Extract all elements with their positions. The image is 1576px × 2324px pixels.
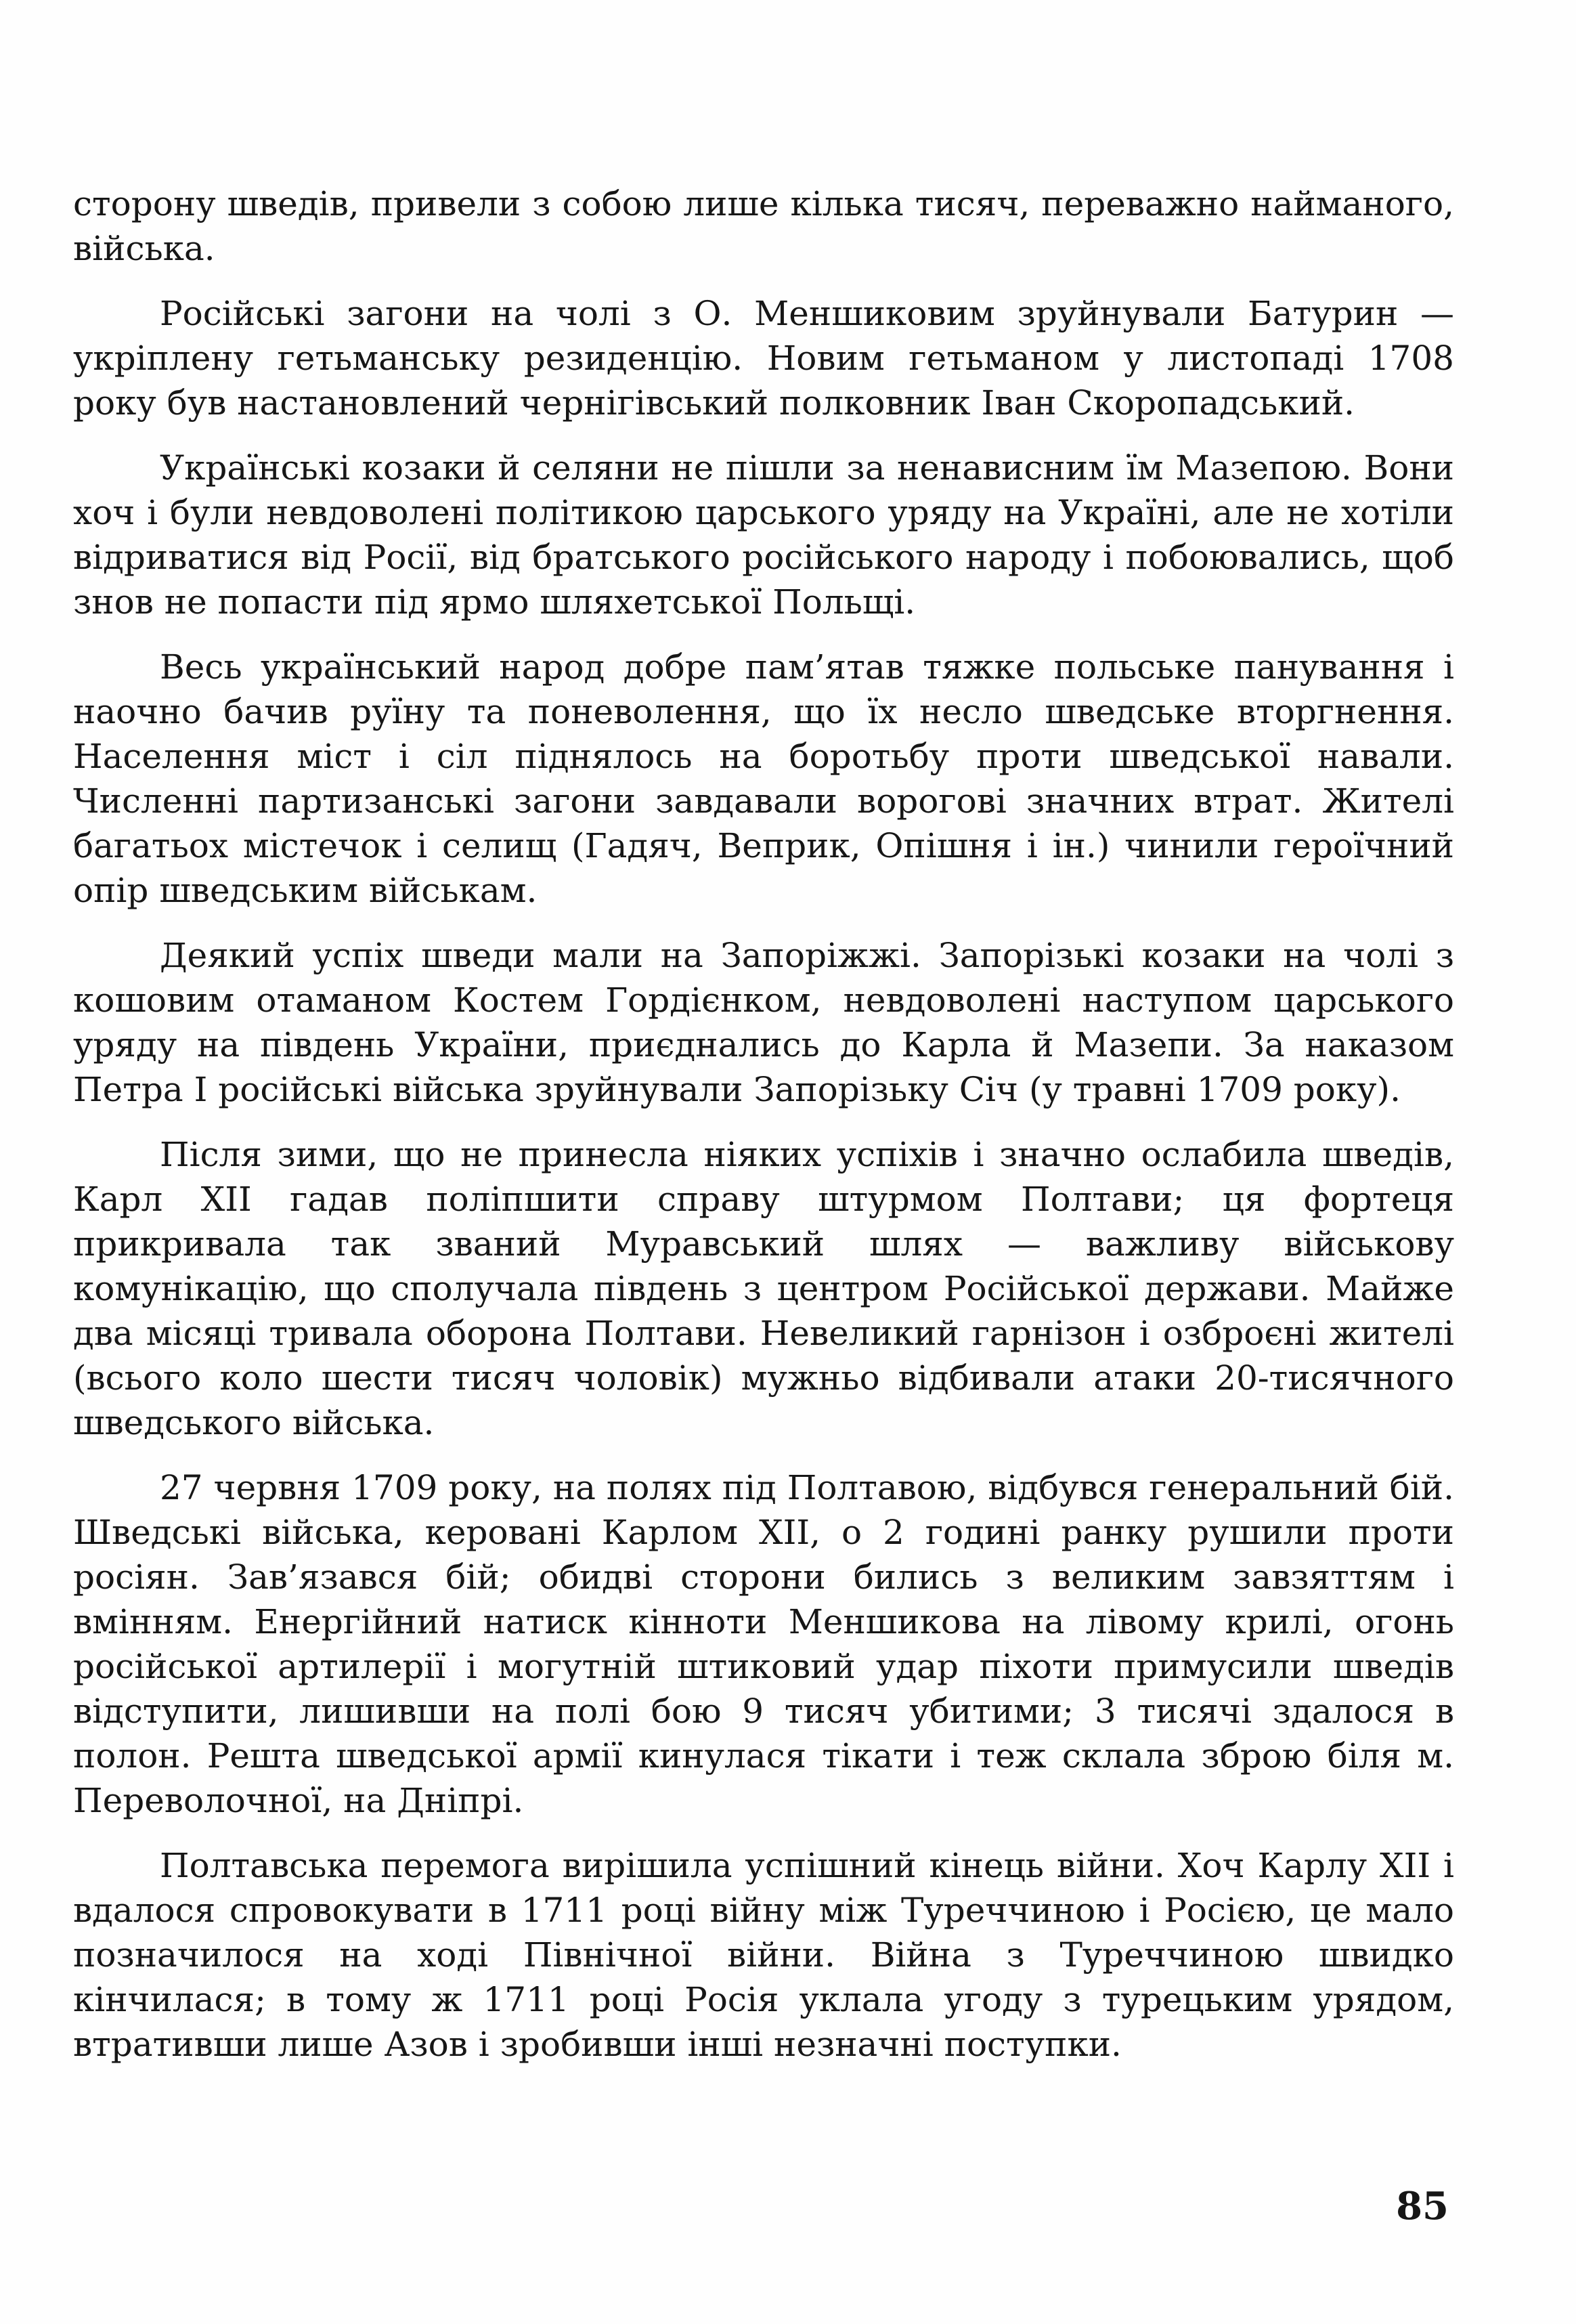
paragraph-8: Полтавська перемога вирішила успішний кінець війни. Хоч Карлу XII і вдалося спровокувати в 1711 році війну між Туреччиною і Росією, це мало позначилося на ході Північної війни. Війна з Туреччиною швидко кінчилася; в тому ж 1711 році Росія уклала угоду з турецьким урядом, втративши лише Азов і зробивши інші незначні поступки. bbox=[73, 1846, 1454, 2064]
paragraph-2: Російські загони на чолі з О. Меншиковим зруйнували Батурин — укріплену гетьманську резиденцію. Новим гетьманом у листопаді 1708 року був настановлений чернігівський полковник Іван Скоропадський. bbox=[73, 294, 1454, 423]
paragraph-1: сторону шведів, привели з собою лише кілька тисяч, переважно найманого, війська. bbox=[73, 184, 1454, 268]
paragraph-3: Українські козаки й селяни не пішли за ненависним їм Мазепою. Вони хоч і були невдоволені політикою царського уряду на Україні, але не хотіли відриватися від Росії, від братського російського народу і побоювались, щоб знов не попасти під ярмо шляхетської Польщі. bbox=[73, 448, 1454, 622]
page-number: 85 bbox=[1396, 2184, 1449, 2229]
paragraph-6: Після зими, що не принесла ніяких успіхів і значно ослабила шведів, Карл XII гадав поліпшити справу штурмом Полтави; ця фортеця прикривала так званий Муравський шлях — важливу військову комунікацію, що сполучала південь з центром Російської держави. Майже два місяці тривала оборона Полтави. Невеликий гарнізон і озброєні жителі (всього коло шести тисяч чоловік) мужньо відбивали атаки 20-тисячного шведського війська. bbox=[73, 1135, 1454, 1442]
body-text bbox=[73, 181, 1454, 2087]
paragraph-7: 27 червня 1709 року, на полях під Полтавою, відбувся генеральний бій. Шведські війська, керовані Карлом XII, о 2 годині ранку рушили проти росіян. Зав’язався бій; обидві сторони бились з великим завзяттям і вмінням. Енергійний натиск кінноти Меншикова на лівому крилі, огонь російської артилерії і могутній штиковий удар піхоти примусили шведів відступити, лишивши на полі бою 9 тисяч убитими; 3 тисячі здалося в полон. Решта шведської армії кинулася тікати і теж склала зброю біля м. Переволочної, на Дніпрі. bbox=[73, 1468, 1454, 1820]
paragraph-4: Весь український народ добре пам’ятав тяжке польське панування і наочно бачив руїну та поневолення, що їх несло шведське вторгнення. Населення міст і сіл піднялось на боротьбу проти шведської навали. Численні партизанські загони завдавали ворогові значних втрат. Жителі багатьох містечок і селищ (Гадяч, Веприк, Опішня і ін.) чинили героїчний опір шведським військам. bbox=[73, 647, 1454, 910]
paragraph-5: Деякий успіх шведи мали на Запоріжжі. Запорізькі козаки на чолі з кошовим отаманом Костем Гордієнком, невдоволені наступом царського уряду на південь України, приєднались до Карла й Мазепи. За наказом Петра І російські війська зруйнували Запорізьку Січ (у травні 1709 року). bbox=[73, 936, 1454, 1109]
